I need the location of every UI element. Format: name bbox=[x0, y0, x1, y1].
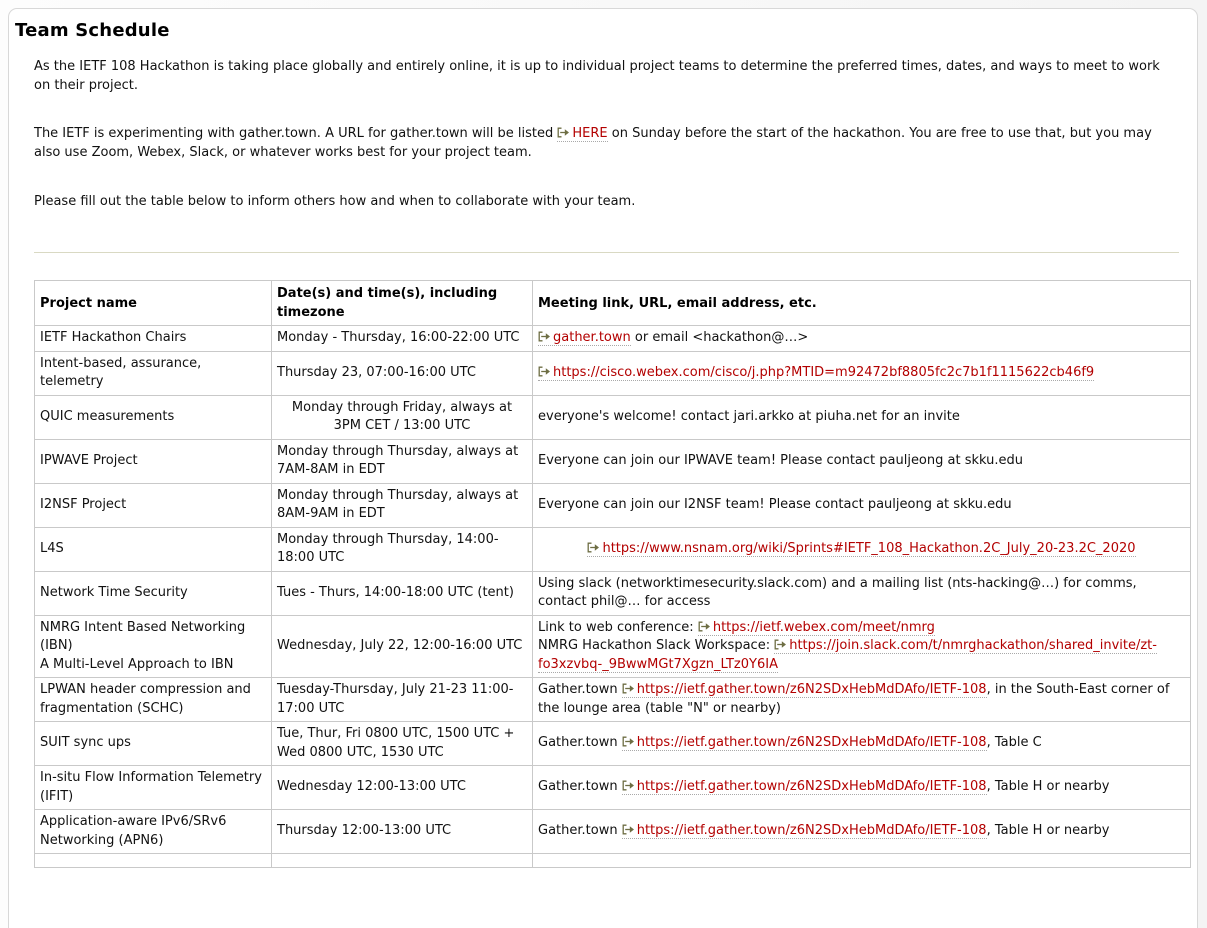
meeting-link-cell bbox=[533, 571, 1191, 615]
row-8-meeting-link-text: https://join.slack.com/t/nmrghackathon/shared_invite/zt-fo3xzvbq-_9BwwMGt7Xgzn_LTz0Y6IA bbox=[538, 638, 1157, 672]
meeting-link-cell bbox=[533, 766, 1191, 810]
project-name-cell bbox=[35, 326, 272, 352]
header-project-name: Project name bbox=[35, 281, 272, 326]
date-time-cell: Monday through Friday, always at 3PM CET / 13:00 UTC bbox=[272, 395, 533, 439]
page-title: Team Schedule bbox=[15, 20, 170, 41]
wiki-page-container bbox=[8, 8, 1198, 928]
meeting-link-cell bbox=[533, 483, 1191, 527]
table-row bbox=[35, 810, 1191, 854]
project-name-line: I2NSF Project bbox=[40, 496, 127, 512]
project-name-cell bbox=[35, 571, 272, 615]
external-link-icon bbox=[587, 542, 600, 553]
row-11-meeting-link-text: https://ietf.gather.town/z6N2SDxHebMdDAfo/IETF-108 bbox=[636, 779, 987, 795]
table-row bbox=[35, 395, 1191, 439]
row-10-meeting-link-text: https://ietf.gather.town/z6N2SDxHebMdDAfo/IETF-108 bbox=[636, 735, 987, 751]
meeting-link-cell bbox=[533, 615, 1191, 678]
row-6-meeting-external-link[interactable] bbox=[587, 541, 1135, 557]
date-time-cell: Monday through Thursday, always at 7AM-8AM in EDT bbox=[272, 439, 533, 483]
row-9-meeting-external-link[interactable] bbox=[622, 682, 987, 698]
table-header-row bbox=[35, 281, 1191, 326]
row-1-meeting-link-text: gather.town bbox=[553, 330, 631, 345]
project-name-line: In-situ Flow Information Telemetry (IFIT) bbox=[40, 770, 262, 804]
row-6-meeting-link-text: https://www.nsnam.org/wiki/Sprints#IETF_108_Hackathon.2C_July_20-23.2C_2020 bbox=[602, 540, 1136, 556]
external-link-icon bbox=[698, 621, 711, 632]
meeting-link-cell bbox=[533, 439, 1191, 483]
row-8-meeting-external-link[interactable] bbox=[698, 620, 935, 636]
project-name-line: SUIT sync ups bbox=[40, 735, 131, 751]
team-schedule-table bbox=[34, 280, 1191, 868]
row-1-meeting-external-link[interactable] bbox=[538, 330, 631, 346]
intro-paragraph-3-text: Please fill out the table below to inform others how and when to collaborate with your team. bbox=[34, 194, 636, 209]
row-10-meeting-text: Gather.town bbox=[538, 735, 622, 751]
project-name-cell bbox=[35, 766, 272, 810]
row-10-meeting-external-link[interactable] bbox=[622, 735, 987, 751]
meeting-link-cell bbox=[533, 527, 1191, 571]
project-name-line: QUIC measurements bbox=[40, 408, 175, 424]
table-row bbox=[35, 483, 1191, 527]
external-link-icon bbox=[622, 780, 635, 791]
external-link-icon bbox=[622, 683, 635, 694]
external-link-icon bbox=[538, 366, 551, 377]
row-9-meeting-link-text: https://ietf.gather.town/z6N2SDxHebMdDAfo/IETF-108 bbox=[636, 682, 987, 697]
project-name-cell bbox=[35, 483, 272, 527]
project-name-cell bbox=[35, 395, 272, 439]
meeting-link-cell bbox=[533, 678, 1191, 722]
table-row bbox=[35, 678, 1191, 722]
date-time-cell: Tues - Thurs, 14:00-18:00 UTC (tent) bbox=[272, 571, 533, 615]
row-3-meeting-text: everyone's welcome! contact jari.arkko at piuha.net for an invite bbox=[538, 408, 960, 424]
table-row bbox=[35, 766, 1191, 810]
project-name-line: IETF Hackathon Chairs bbox=[40, 330, 187, 345]
table-row bbox=[35, 571, 1191, 615]
date-time-cell: Thursday 12:00-13:00 UTC bbox=[272, 810, 533, 854]
row-8-meeting-text: NMRG Hackathon Slack Workspace: bbox=[538, 638, 775, 653]
project-name-line: L4S bbox=[40, 540, 64, 556]
table-row-partial bbox=[35, 854, 1191, 868]
intro-paragraph-2-text: The IETF is experimenting with gather.town. A URL for gather.town will be listed bbox=[34, 126, 558, 141]
row-1-meeting-text: or email <hackathon@…> bbox=[630, 330, 809, 345]
section-divider bbox=[34, 252, 1179, 253]
date-time-cell: Tuesday-Thursday, July 21-23 11:00-17:00 UTC bbox=[272, 678, 533, 722]
row-5-meeting-text: Everyone can join our I2NSF team! Please contact pauljeong at skku.edu bbox=[538, 496, 1012, 512]
row-12-meeting-external-link[interactable] bbox=[622, 823, 987, 839]
row-12-meeting-link-text: https://ietf.gather.town/z6N2SDxHebMdDAfo/IETF-108 bbox=[636, 823, 987, 839]
row-2-meeting-external-link[interactable] bbox=[538, 365, 1094, 381]
intro-paragraph-2 bbox=[34, 124, 1179, 162]
intro-paragraph-1 bbox=[34, 57, 1179, 95]
project-name-cell bbox=[35, 527, 272, 571]
row-8-meeting-link-text: https://ietf.webex.com/meet/nmrg bbox=[712, 619, 935, 635]
project-name-line: Network Time Security bbox=[40, 584, 188, 600]
meeting-link-cell bbox=[533, 351, 1191, 395]
table-row bbox=[35, 527, 1191, 571]
project-name-cell bbox=[35, 678, 272, 722]
header-meeting-link: Meeting link, URL, email address, etc. bbox=[533, 281, 1191, 326]
row-12-meeting-text: , Table H or nearby bbox=[986, 823, 1110, 839]
project-name-line: IPWAVE Project bbox=[40, 452, 138, 468]
date-time-cell: Thursday 23, 07:00-16:00 UTC bbox=[272, 351, 533, 395]
intro-paragraph-3 bbox=[34, 192, 1179, 211]
intro-paragraph-2-text: on Sunday before the start of the hackathon. You are free to use that, but you may also use Zoom, Webex, Slack, or whatever works best for your project team. bbox=[34, 126, 1152, 160]
project-name-cell bbox=[35, 615, 272, 678]
external-link-icon bbox=[557, 127, 570, 138]
date-time-cell: Tue, Thur, Fri 0800 UTC, 1500 UTC + Wed 0800 UTC, 1530 UTC bbox=[272, 722, 533, 766]
row-11-meeting-text: , Table H or nearby bbox=[986, 779, 1110, 795]
table-row bbox=[35, 351, 1191, 395]
row-12-meeting-text: Gather.town bbox=[538, 823, 622, 839]
project-name-cell bbox=[35, 351, 272, 395]
date-time-cell: Monday through Thursday, 14:00-18:00 UTC bbox=[272, 527, 533, 571]
project-name-line: Intent-based, assurance, telemetry bbox=[40, 355, 202, 389]
intro-section bbox=[34, 57, 1179, 211]
empty-cell bbox=[35, 854, 272, 868]
date-time-cell: Wednesday, July 22, 12:00-16:00 UTC bbox=[272, 615, 533, 678]
external-link-icon bbox=[622, 824, 635, 835]
table-row bbox=[35, 439, 1191, 483]
row-11-meeting-text: Gather.town bbox=[538, 779, 622, 795]
row-2-meeting-link-text: https://cisco.webex.com/cisco/j.php?MTID=m92472bf8805fc2c7b1f1115622cb46f9 bbox=[553, 364, 1095, 380]
meeting-link-cell bbox=[533, 395, 1191, 439]
row-9-meeting-text: , in the South-East corner of the lounge area (table "N" or nearby) bbox=[538, 682, 1170, 716]
meeting-link-cell bbox=[533, 326, 1191, 352]
project-name-line: NMRG Intent Based Networking (IBN) bbox=[40, 619, 246, 653]
row-8-meeting-text: Link to web conference: bbox=[538, 619, 698, 635]
external-link-icon bbox=[774, 639, 787, 650]
date-time-cell: Monday - Thursday, 16:00-22:00 UTC bbox=[272, 326, 533, 352]
intro-paragraph-1-text: As the IETF 108 Hackathon is taking place globally and entirely online, it is up to individual project teams to determine the preferred times, dates, and ways to meet to work on their project. bbox=[34, 59, 1160, 93]
intro-paragraph-2-external-link[interactable] bbox=[557, 126, 607, 142]
table-row bbox=[35, 326, 1191, 352]
row-4-meeting-text: Everyone can join our IPWAVE team! Please contact pauljeong at skku.edu bbox=[538, 452, 1023, 468]
empty-cell bbox=[272, 854, 533, 868]
row-9-meeting-text: Gather.town bbox=[538, 682, 622, 697]
header-dates-times: Date(s) and time(s), including timezone bbox=[272, 281, 533, 326]
project-name-cell bbox=[35, 810, 272, 854]
intro-paragraph-2-link-text: HERE bbox=[572, 126, 608, 141]
date-time-cell: Monday through Thursday, always at 8AM-9AM in EDT bbox=[272, 483, 533, 527]
empty-cell bbox=[533, 854, 1191, 868]
project-name-line: LPWAN header compression and fragmentation (SCHC) bbox=[40, 682, 251, 716]
row-11-meeting-external-link[interactable] bbox=[622, 779, 987, 795]
meeting-link-cell bbox=[533, 810, 1191, 854]
project-name-cell bbox=[35, 439, 272, 483]
project-name-line: A Multi-Level Approach to IBN bbox=[40, 656, 234, 672]
page-content bbox=[9, 57, 1197, 868]
row-7-meeting-text: Using slack (networktimesecurity.slack.com) and a mailing list (nts-hacking@…) for comms, contact phil@… for access bbox=[538, 575, 1137, 609]
date-time-cell: Wednesday 12:00-13:00 UTC bbox=[272, 766, 533, 810]
table-row bbox=[35, 615, 1191, 678]
project-name-line: Application-aware IPv6/SRv6 Networking (APN6) bbox=[40, 814, 227, 848]
external-link-icon bbox=[622, 736, 635, 747]
row-10-meeting-text: , Table C bbox=[986, 735, 1042, 751]
external-link-icon bbox=[538, 331, 551, 342]
